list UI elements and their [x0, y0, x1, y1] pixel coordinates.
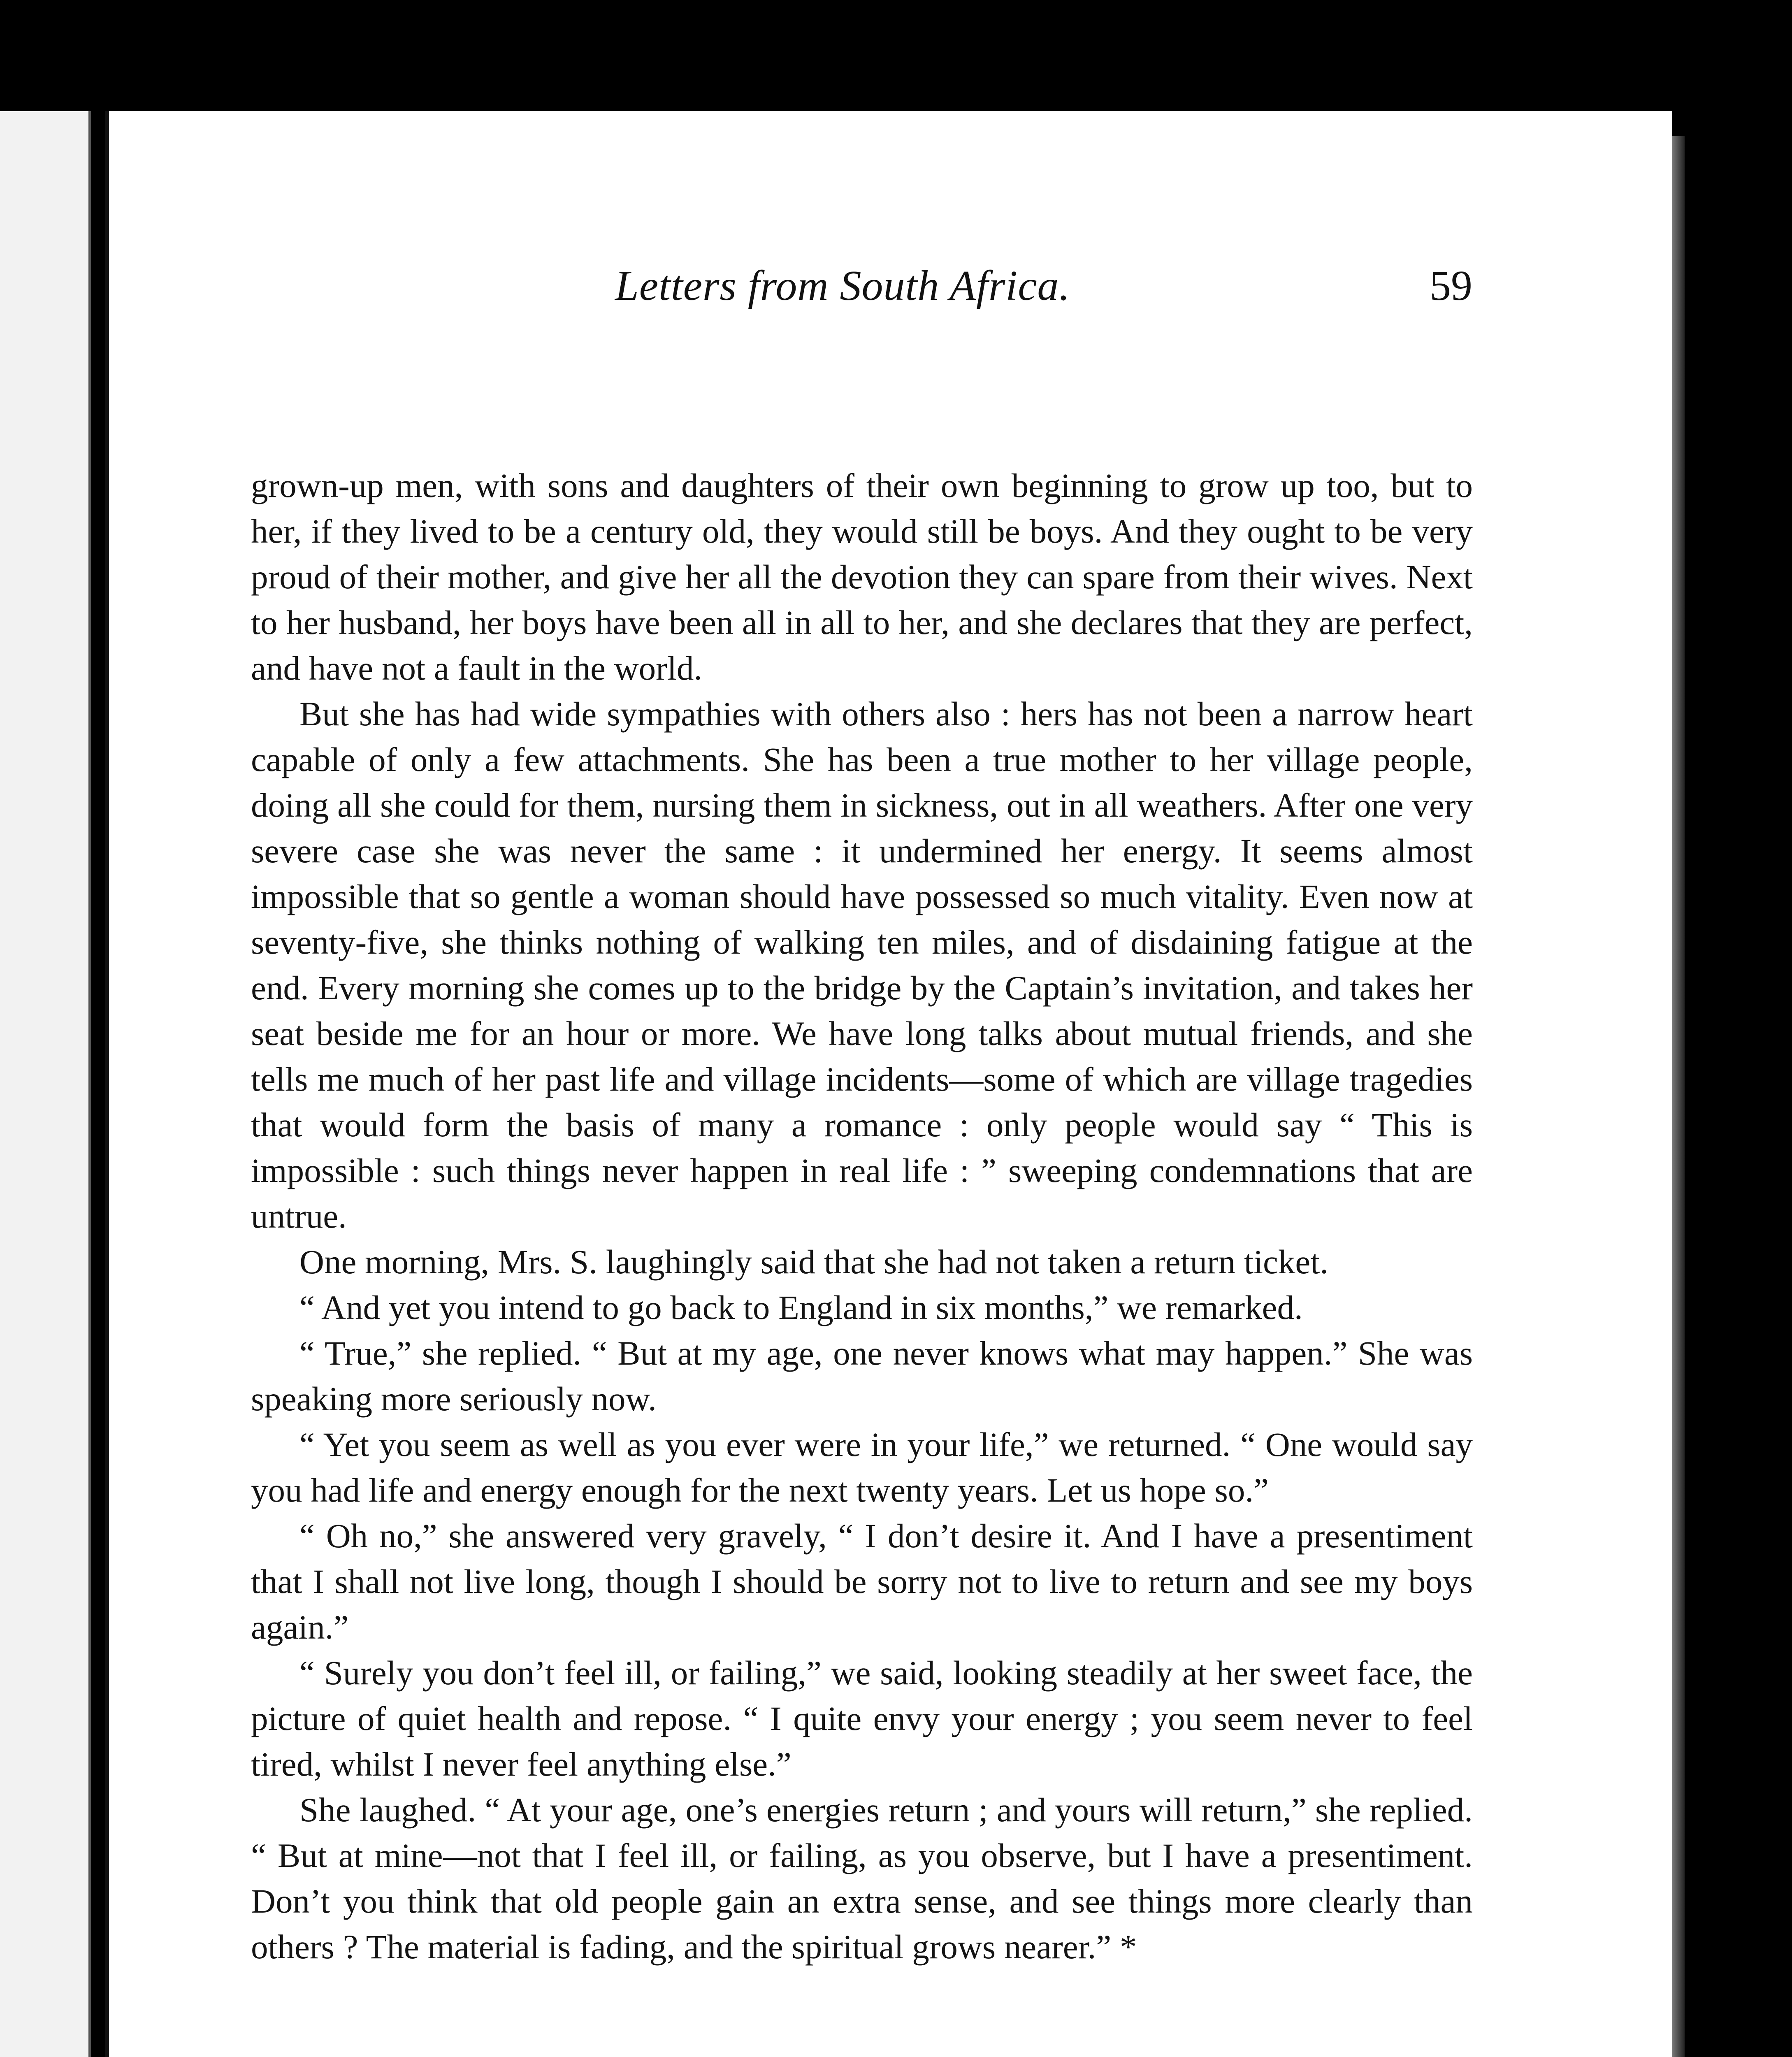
book-page: [105, 111, 1672, 2057]
paragraph: “ Yet you seem as well as you ever were in your life,” we returned. “ One would say you had life and energy enough for the next twenty years. Let us hope so.”: [251, 1426, 1473, 1509]
paragraph: She laughed. “ At your age, one’s energies return ; and yours will return,” she replied. “ But at mine—not that I feel ill, or failing, as you observe, but I have a presentiment. Don’t you think that old people gain an extra sense, and see things more clearly than others ? The material is fading, and the spiritual grows nearer.” *: [251, 1791, 1473, 1966]
page-edge-shadow: [1672, 136, 1685, 2057]
page-number: 59: [1430, 262, 1472, 309]
paragraph: “ True,” she replied. “ But at my age, one never knows what may happen.” She was speaking more seriously now.: [251, 1334, 1473, 1418]
paragraph: grown-up men, with sons and daughters of their own beginning to grow up too, but to her, if they lived to be a century old, they would still be boys. And they ought to be very proud of their mother, and give her all the devotion they can spare from their wives. Next to her husband, her boys have been all in all to her, and she declares that they are perfect, and have not a fault in the world.: [251, 467, 1473, 687]
paragraph: But she has had wide sympathies with others also : hers has not been a narrow heart capable of only a few attachments. She has been a true mother to her village people, doing all she could for them, nursing them in sickness, out in all weathers. After one very severe case she was never the same : it undermined her energy. It seems almost impossible that so gentle a woman should have possessed so much vitality. Even now at seventy-five, she thinks nothing of walking ten miles, and of disdaining fatigue at the end. Every morning she comes up to the bridge by the Captain’s invitation, and takes her seat beside me for an hour or more. We have long talks about mutual friends, and she tells me much of her past life and village incidents—some of which are village tragedies that would form the basis of many a romance : only people would say “ This is impossible : such things never happen in real life : ” sweeping condemnations that are untrue.: [251, 695, 1473, 1235]
paragraph: “ Oh no,” she answered very gravely, “ I don’t desire it. And I have a presentiment that I shall not live long, though I should be sorry not to live to return and see my boys again.”: [251, 1517, 1473, 1646]
paragraph: One morning, Mrs. S. laughingly said that she had not taken a return ticket.: [299, 1243, 1329, 1281]
running-title: Letters from South Africa.: [615, 262, 1070, 309]
paragraph: “ Surely you don’t feel ill, or failing,” we said, looking steadily at her sweet face, the picture of quiet health and repose. “ I quite envy your energy ; you seem never to feel tired, whilst I never feel anything else.”: [251, 1654, 1473, 1783]
paragraph: “ And yet you intend to go back to England in six months,” we remarked.: [299, 1289, 1303, 1326]
adjacent-page-edge: [0, 111, 91, 2057]
page-header: [109, 261, 1672, 327]
body-text: [251, 463, 1473, 1970]
